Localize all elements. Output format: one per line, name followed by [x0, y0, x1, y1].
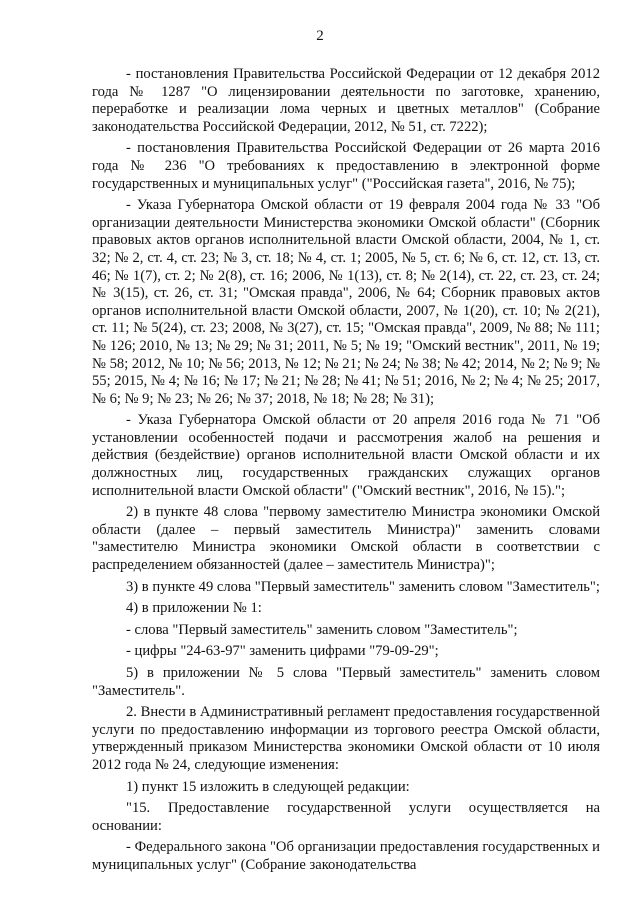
- paragraph-governor-decree-71: - Указа Губернатора Омской области от 20 апреля 2016 года № 71 "Об установлении особенностей подачи и рассмотрения жалоб на решения и действия (бездействие) органов исполнительной власти Омской области и их должностных лиц, государственных гражданских служащих органов исполнительной власти Омской области" ("Омский вестник", 2016, № 15).";: [92, 412, 600, 499]
- paragraph-decree-236: - постановления Правительства Российской Федерации от 26 марта 2016 года № 236 "О требованиях к предоставлению в электронной форме государственных и муниципальных услуг" ("Российская газета", 2016, № 75);: [92, 140, 600, 192]
- paragraph-item-4-words: - слова "Первый заместитель" заменить словом "Заместитель";: [126, 621, 518, 638]
- paragraph-federal-law: - Федерального закона "Об организации предоставления государственных и муниципальных услуг" (Собрание законодательства: [92, 839, 600, 873]
- paragraph-decree-1287: - постановления Правительства Российской Федерации от 12 декабря 2012 года № 1287 "О лицензировании деятельности по заготовке, хранению, переработке и реализации лома черных и цветных металлов" (Собрание законодательства Российской Федерации, 2012, № 51, ст. 7222);: [92, 66, 600, 135]
- paragraph-point-15: "15. Предоставление государственной услуги осуществляется на основании:: [92, 800, 600, 834]
- document-body: [92, 66, 600, 875]
- paragraph-governor-decree-33: - Указа Губернатора Омской области от 19 февраля 2004 года № 33 "Об организации деятельности Министерства экономики Омской области" (Сборник правовых актов органов исполнительной власти Омской области, 2004, № 1, ст. 32; № 2, ст. 4, ст. 23; № 3, ст. 18; № 4, ст. 1; 2005, № 5, ст. 6; № 6, ст. 12, ст. 13, ст. 46; № 1(7), ст. 2; № 2(8), ст. 16; 2006, № 1(13), ст. 8; № 2(14), ст. 22, ст. 23, ст. 24; № 3(15), ст. 26, ст. 31; "Омская правда", 2006, № 64; Сборник правовых актов органов исполнительной власти Омской области, 2007, № 1(20), ст. 10; № 2(21), ст. 11; № 5(24), ст. 23; 2008, № 3(27), ст. 15; "Омская правда", 2009, № 88; № 111; № 126; 2010, № 13; № 29; № 31; 2011, № 5; № 19; "Омский вестник", 2011, № 19; № 58; 2012, № 10; № 56; 2013, № 12; № 21; № 24; № 38; № 42; 2014, № 2; № 9; № 55; 2015, № 4; № 16; № 17; № 21; № 28; № 41; № 51; 2016, № 2; № 4; № 25; 2017, № 6; № 9; № 23; № 26; № 37; 2018, № 18; № 28; № 31);: [92, 197, 600, 407]
- page-number: 2: [316, 28, 324, 44]
- paragraph-section-2-item-1: 1) пункт 15 изложить в следующей редакции:: [126, 778, 410, 795]
- paragraph-section-2: 2. Внести в Административный регламент предоставления государственной услуги по предоставлению информации из торгового реестра Омской области, утвержденный приказом Министерства экономики Омской области от 10 июля 2012 года № 24, следующие изменения:: [92, 704, 600, 773]
- paragraph-item-4: 4) в приложении № 1:: [126, 600, 262, 617]
- paragraph-item-4-digits: - цифры "24-63-97" заменить цифрами "79-09-29";: [126, 643, 439, 660]
- paragraph-item-5: 5) в приложении № 5 слова "Первый заместитель" заменить словом "Заместитель".: [92, 665, 600, 699]
- paragraph-item-2: 2) в пункте 48 слова "первому заместителю Министра экономики Омской области (далее – первый заместитель Министра)" заменить словами "заместителю Министра экономики Омской области в соответствии с распределением обязанностей (далее – заместитель Министра)";: [92, 504, 600, 574]
- paragraph-item-3: 3) в пункте 49 слова "Первый заместитель" заменить словом "Заместитель";: [126, 578, 600, 595]
